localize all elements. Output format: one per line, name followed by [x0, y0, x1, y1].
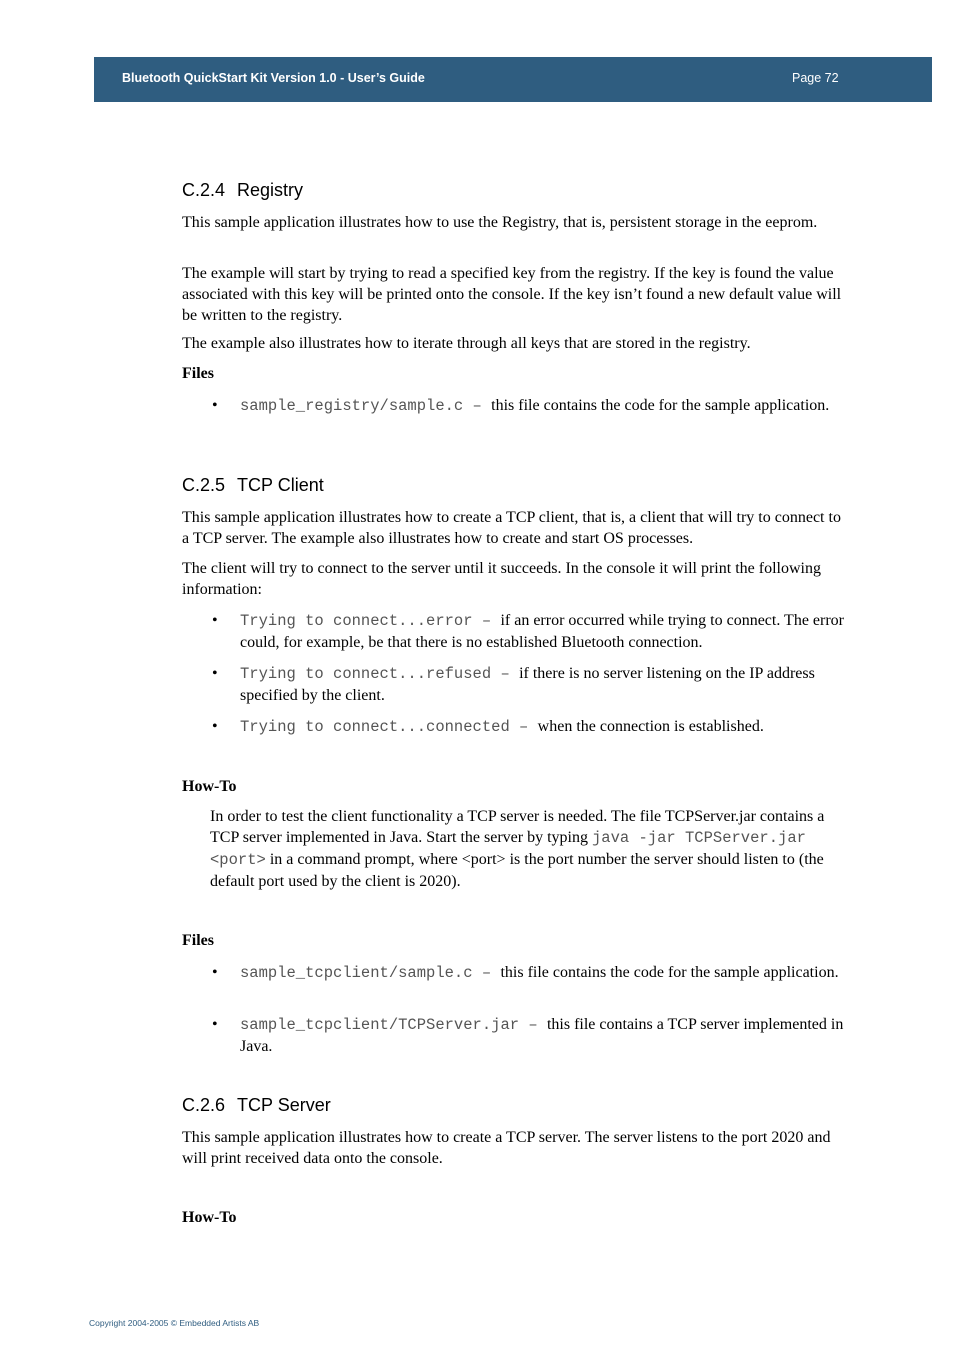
- files-label: Files: [182, 932, 214, 949]
- bullet-icon: •: [212, 1016, 218, 1033]
- console-message: Trying to connect...error: [240, 612, 473, 630]
- paragraph: The example will start by trying to read a specified key from the registry. If the key is found the value associated with this key will be printed onto the console. If the key isn’t found a new default value will be written to the registry.: [182, 265, 842, 324]
- paragraph: The example also illustrates how to iterate through all keys that are stored in the registry.: [182, 335, 751, 352]
- file-path: sample_tcpclient/TCPServer.jar: [240, 1016, 520, 1034]
- document-title: Bluetooth QuickStart Kit Version 1.0 - User’s Guide: [122, 71, 425, 85]
- list-item: • sample_registry/sample.c – this file contains the code for the sample application.: [212, 397, 830, 415]
- paragraph: The client will try to connect to the server until it succeeds. In the console it will print the following information:: [182, 560, 821, 598]
- howto-label: How-To: [182, 1209, 237, 1226]
- list-item: • sample_tcpclient/sample.c – this file contains the code for the sample application.: [212, 964, 839, 982]
- list-item: • Trying to connect...error – if an error occurred while trying to connect. The error could, for example, be that there is no established Bluetooth connection.: [212, 612, 845, 651]
- section-heading-tcp-server: C.2.6 TCP Server: [182, 1095, 331, 1115]
- howto-label: How-To: [182, 778, 237, 795]
- list-item: • sample_tcpclient/TCPServer.jar – this file contains a TCP server implemented in Java.: [212, 1016, 844, 1055]
- bullet-icon: •: [212, 964, 218, 981]
- page-header: [94, 57, 932, 102]
- section-heading-registry: C.2.4 Registry: [182, 180, 304, 200]
- file-path: sample_tcpclient/sample.c: [240, 964, 473, 982]
- list-item: • Trying to connect...refused – if there is no server listening on the IP address specified by the client.: [212, 665, 815, 704]
- bullet-icon: •: [212, 397, 218, 414]
- files-label: Files: [182, 365, 214, 382]
- footer-copyright: Copyright 2004-2005 © Embedded Artists AB: [89, 1318, 260, 1328]
- bullet-icon: •: [212, 612, 218, 629]
- page-number: Page 72: [792, 71, 839, 85]
- howto-paragraph: In order to test the client functionality a TCP server is needed. The file TCPServer.jar contains a TCP server implemented in Java. Start the server by typing java -jar TCPServer.jar <port> in a command prompt, where <port> is the port number the server should listen to (the default port used by the client is 2020).: [210, 808, 825, 890]
- paragraph: This sample application illustrates how to use the Registry, that is, persistent storage in the eeprom.: [182, 214, 818, 231]
- bullet-icon: •: [212, 718, 218, 735]
- console-message: Trying to connect...refused: [240, 665, 492, 683]
- section-heading-tcp-client: C.2.5 TCP Client: [182, 475, 324, 495]
- console-message: Trying to connect...connected: [240, 718, 510, 736]
- command: java -jar TCPServer.jar <port>: [210, 829, 806, 869]
- paragraph: This sample application illustrates how to create a TCP client, that is, a client that will try to connect to a TCP server. The example also illustrates how to create and start OS processes.: [182, 509, 841, 547]
- file-path: sample_registry/sample.c: [240, 397, 464, 415]
- bullet-icon: •: [212, 665, 218, 682]
- paragraph: This sample application illustrates how to create a TCP server. The server listens to the port 2020 and will print received data onto the console.: [182, 1129, 831, 1167]
- list-item: • Trying to connect...connected – when the connection is established.: [212, 718, 764, 736]
